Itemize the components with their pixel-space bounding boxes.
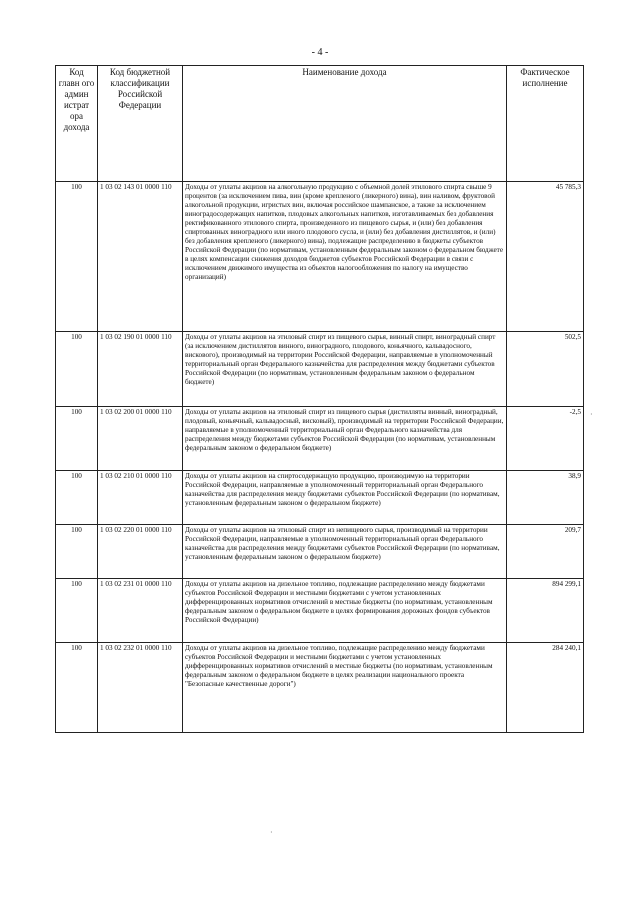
row-income-name: Доходы от уплаты акцизов на спиртосодержащую продукцию, производимую на территории Российской Федерации, направляемые в уполномоченный территориальный орган Федерального казначейства для распределения между бюджетами субъектов Российской Федерации (по нормативам, установленным федеральным законом о федеральном бюджете) [183, 471, 507, 525]
row-admin-code: 100 [56, 471, 98, 525]
row-actual-value: 209,7 [507, 525, 584, 579]
header-income-name: Наименование дохода [183, 66, 507, 182]
table-header-row [56, 66, 584, 182]
table-row [56, 407, 584, 471]
row-actual-value: 894 299,1 [507, 579, 584, 643]
row-admin-code: 100 [56, 332, 98, 407]
row-income-name: Доходы от уплаты акцизов на дизельное топливо, подлежащие распределению между бюджетами субъектов Российской Федерации и местными бюджетами с учетом установленных дифференцированных нормативов отчислений в местные бюджеты (по нормативам, установленным федеральным законом о федеральном бюджете в целях формирования дорожных фондов субъектов Российской Федерации) [183, 579, 507, 643]
scan-speck: · [270, 828, 273, 837]
row-actual-value: -2,5 [507, 407, 584, 471]
row-budget-code: 1 03 02 143 01 0000 110 [98, 182, 183, 332]
table-row [56, 332, 584, 407]
row-actual-value: 45 785,3 [507, 182, 584, 332]
row-admin-code: 100 [56, 407, 98, 471]
row-income-name: Доходы от уплаты акцизов на алкогольную продукцию с объемной долей этилового спирта свыше 9 процентов (за исключением пива, вин (кроме крепленого (ликерного) вина), вин наливом, фруктовой алкогольной продукции, игристых вин, включая российское шампанское, а также за исключением виноградосодержащих напитков, плодовых алкогольных напитков, изготавливаемых без добавления ректификованного этилового спирта, произведенного из пищевого сырья, и (или) без добавления спиртованных виноградного или иного плодового сусла, и (или) без добавления дистиллятов, и (или) без добавления крепленого (ликерного) вина), подлежащие распределению в бюджеты субъектов Российской Федерации (по нормативам, установленным федеральным законом о федеральном бюджете в целях компенсации снижения доходов бюджетов субъектов Российской Федерации в связи с исключением движимого имущества из объектов налогообложения по налогу на имущество организаций) [183, 182, 507, 332]
table-row [56, 471, 584, 525]
table-row [56, 525, 584, 579]
row-income-name: Доходы от уплаты акцизов на этиловый спирт из непищевого сырья, производимый на территории Российской Федерации, направляемые в уполномоченный территориальный орган Федерального казначейства для распределения между бюджетами субъектов Российской Федерации (по нормативам, установленным федеральным законом о федеральном бюджете) [183, 525, 507, 579]
row-admin-code: 100 [56, 182, 98, 332]
scan-speck: · [590, 410, 593, 419]
row-actual-value: 284 240,1 [507, 643, 584, 733]
row-budget-code: 1 03 02 232 01 0000 110 [98, 643, 183, 733]
header-admin-code: Код главн ого админ истрат ора дохода [56, 66, 98, 182]
row-income-name: Доходы от уплаты акцизов на этиловый спирт из пищевого сырья, винный спирт, виноградный спирт (за исключением дистиллятов винного, виноградного, плодового, коньячного, кальвадосного, вискового), производимый на территории Российской Федерации, направляемые в уполномоченный территориальный орган Федерального казначейства для распределения между бюджетами субъектов Российской Федерации (по нормативам, установленным федеральным законом о федеральном бюджете) [183, 332, 507, 407]
page-number: - 4 - [311, 47, 329, 58]
row-budget-code: 1 03 02 220 01 0000 110 [98, 525, 183, 579]
row-budget-code: 1 03 02 190 01 0000 110 [98, 332, 183, 407]
header-actual: Фактическое исполнение [507, 66, 584, 182]
income-table [55, 65, 584, 733]
row-budget-code: 1 03 02 200 01 0000 110 [98, 407, 183, 471]
table-row [56, 182, 584, 332]
row-budget-code: 1 03 02 210 01 0000 110 [98, 471, 183, 525]
table-row [56, 579, 584, 643]
row-budget-code: 1 03 02 231 01 0000 110 [98, 579, 183, 643]
row-actual-value: 502,5 [507, 332, 584, 407]
row-admin-code: 100 [56, 525, 98, 579]
row-income-name: Доходы от уплаты акцизов на дизельное топливо, подлежащие распределению между бюджетами субъектов Российской Федерации и местными бюджетами с учетом установленных дифференцированных нормативов отчислений в местные бюджеты (по нормативам, установленным федеральным законом о федеральном бюджете в целях реализации национального проекта "Безопасные качественные дороги") [183, 643, 507, 733]
table-row [56, 643, 584, 733]
row-admin-code: 100 [56, 579, 98, 643]
row-admin-code: 100 [56, 643, 98, 733]
row-actual-value: 38,9 [507, 471, 584, 525]
header-budget-code: Код бюджетной классификации Российской Федерации [98, 66, 183, 182]
row-income-name: Доходы от уплаты акцизов на этиловый спирт из пищевого сырья (дистилляты винный, виноградный, плодовый, коньячный, кальвадосный, висковый), производимый на территории Российской Федерации, направляемые в уполномоченный территориальный орган Федерального казначейства для распределения между бюджетами субъектов Российской Федерации (по нормативам, установленным федеральным законом о федеральном бюджете) [183, 407, 507, 471]
